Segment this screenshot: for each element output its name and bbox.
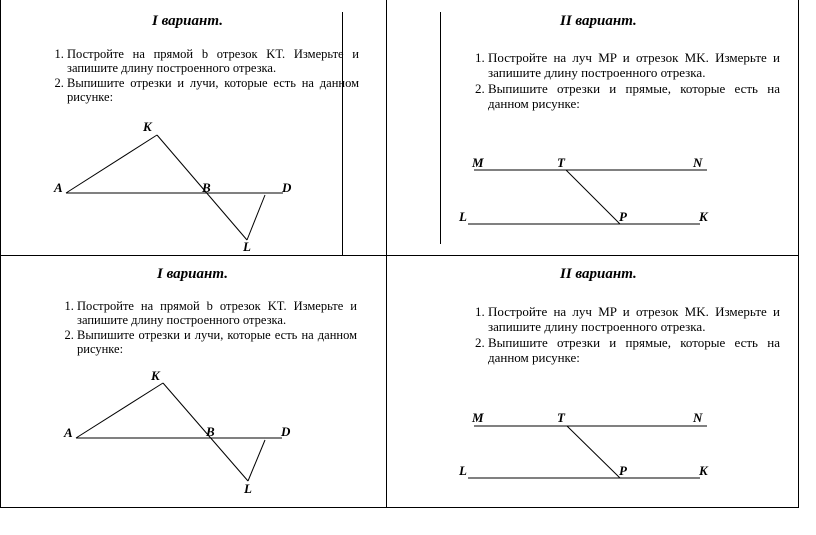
segment-L-ray: [248, 440, 265, 481]
point-label-P: P: [619, 463, 627, 478]
segment-AK: [76, 383, 163, 438]
point-label-N: N: [693, 155, 703, 170]
point-label-B: B: [202, 180, 211, 195]
task-1: 1. Постройте на луч MP и отрезок MK. Измерьте и запишите длину построенного отрезка.: [488, 304, 780, 334]
variant-title: II вариант.: [560, 266, 637, 282]
point-label-K: K: [699, 209, 708, 224]
point-label-L: L: [244, 481, 252, 496]
point-label-K: K: [699, 463, 708, 478]
variant-title: I вариант.: [152, 13, 223, 29]
point-label-D: D: [282, 180, 292, 195]
point-label-T: T: [557, 155, 565, 170]
task-2: 2. Выпишите отрезки и прямые, которые есть на данном рисунке:: [488, 335, 780, 365]
figure-variant-1-bottom-labels: [63, 368, 291, 496]
point-label-P: P: [619, 209, 627, 224]
task-1: 1. Постройте на прямой b отрезок KT. Измерьте и запишите длину построенного отрезка.: [77, 299, 357, 327]
figure-variant-1-top-labels: [53, 119, 292, 254]
figure-variant-2-top: [468, 170, 707, 224]
segment-L-ray: [247, 195, 265, 240]
variant-title: I вариант.: [157, 266, 228, 282]
point-label-K: K: [151, 368, 160, 383]
figure-variant-2-top-labels: [458, 155, 709, 224]
figure-variant-1-bottom: [76, 383, 282, 481]
figure-variant-2-bottom: [468, 426, 707, 478]
point-label-A: A: [54, 180, 63, 195]
segment-TP: [567, 426, 620, 478]
segment-AK: [66, 135, 157, 193]
task-1: 1. Постройте на луч MP и отрезок MK. Измерьте и запишите длину построенного отрезка.: [488, 50, 780, 80]
point-label-T: T: [557, 410, 565, 425]
point-label-L: L: [459, 209, 467, 224]
figure-variant-1-top: [66, 135, 283, 240]
task-2: 2. Выпишите отрезки и лучи, которые есть на данном рисунке:: [77, 328, 357, 356]
point-label-N: N: [693, 410, 703, 425]
point-label-L: L: [243, 239, 251, 254]
point-label-M: M: [472, 410, 484, 425]
point-label-A: A: [64, 425, 73, 440]
point-label-D: D: [281, 424, 291, 439]
variant-title: II вариант.: [560, 13, 637, 29]
task-2: 2. Выпишите отрезки и прямые, которые есть на данном рисунке:: [488, 81, 780, 111]
figure-variant-2-bottom-labels: [458, 410, 709, 478]
task-1: 1. Постройте на прямой b отрезок KT. Измерьте и запишите длину построенного отрезка.: [67, 47, 359, 75]
task-2: 2. Выпишите отрезки и лучи, которые есть на данном рисунке:: [67, 76, 359, 104]
point-label-B: B: [206, 424, 215, 439]
point-label-M: M: [472, 155, 484, 170]
point-label-L: L: [459, 463, 467, 478]
point-label-K: K: [143, 119, 152, 134]
segment-TP: [566, 170, 620, 224]
